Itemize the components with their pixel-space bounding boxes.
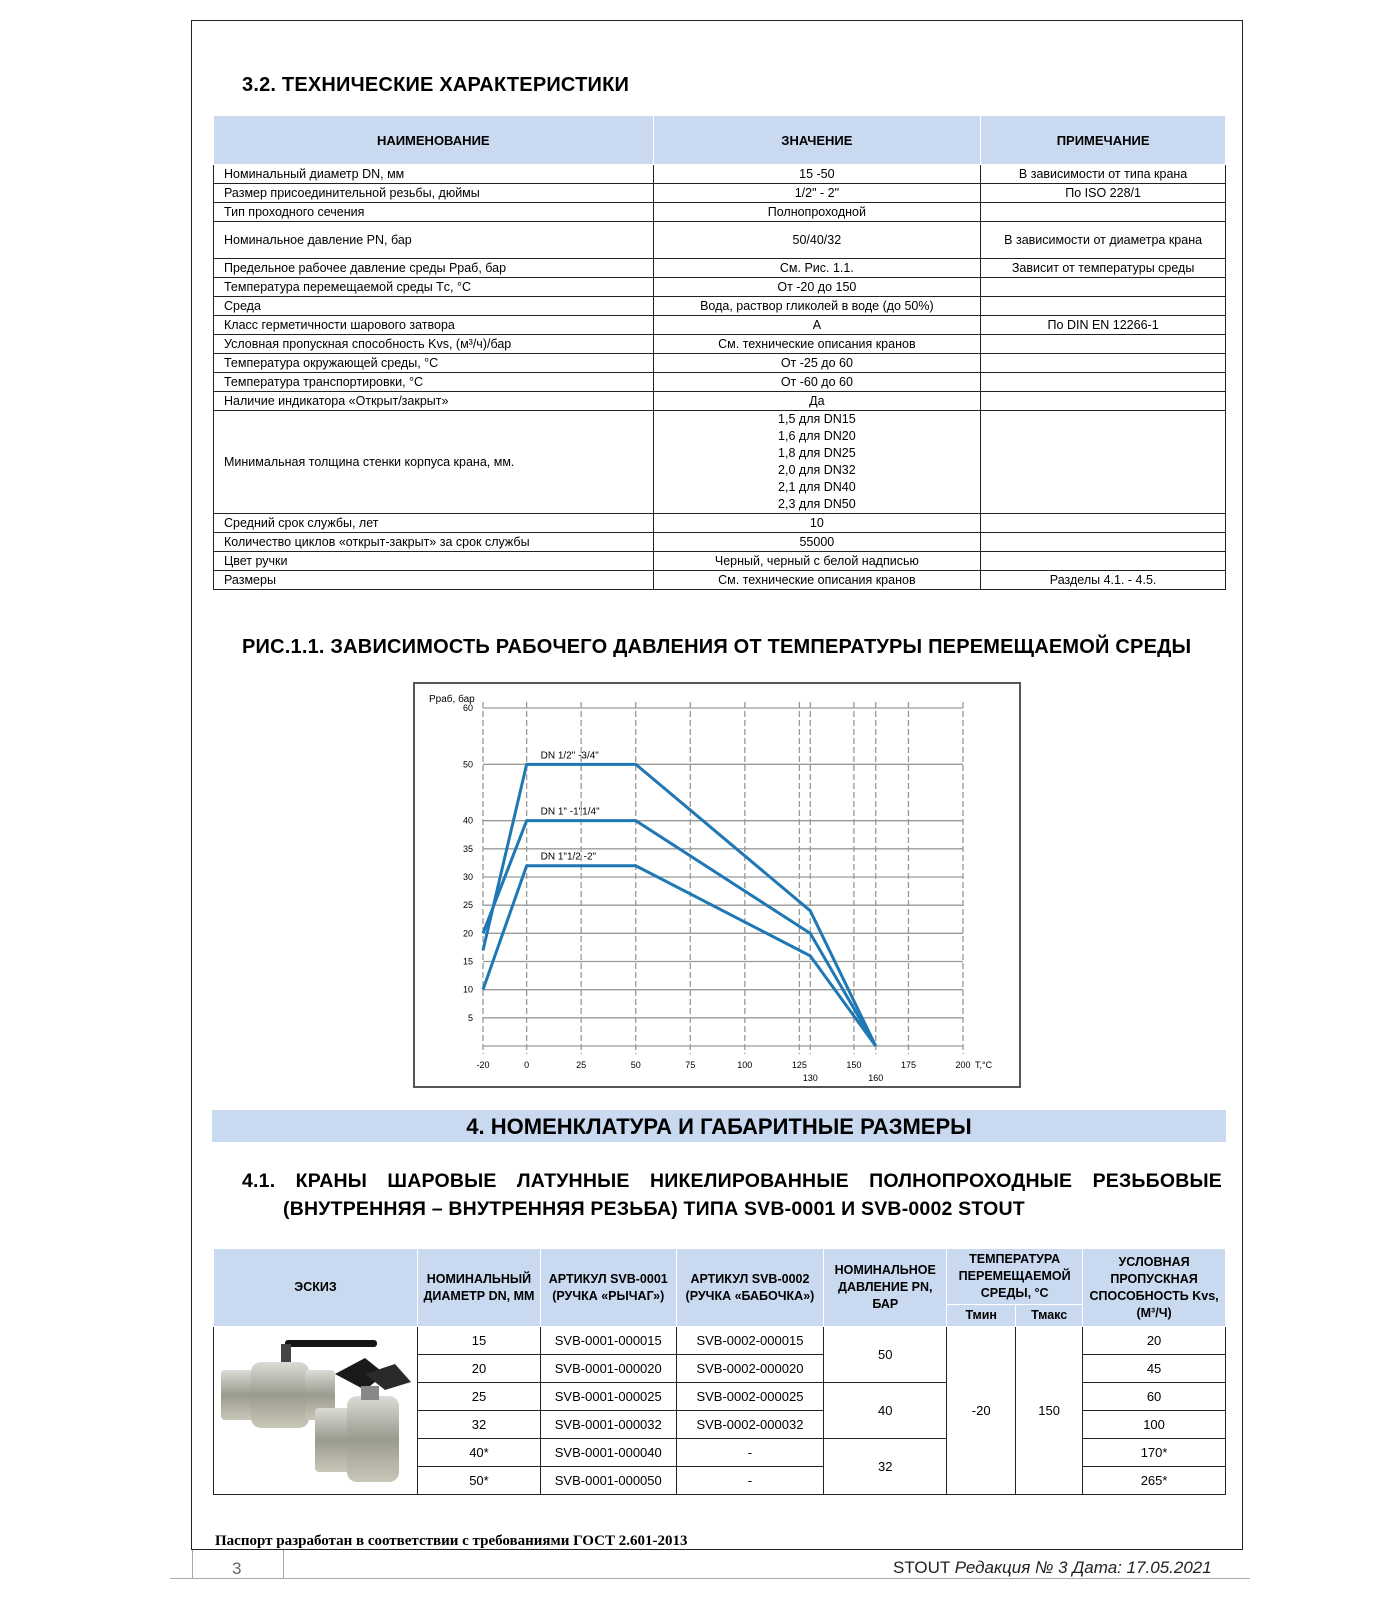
spec-row: [214, 571, 1226, 590]
spec-row: [214, 184, 1226, 203]
spec-note-cell: [981, 203, 1226, 222]
header-tmax: Тмакс: [1016, 1305, 1083, 1327]
x-tick-label: 0: [524, 1060, 530, 1070]
y-tick-label: 35: [462, 843, 473, 854]
series-label: DN 1/2" -3/4": [540, 750, 599, 762]
pn-cell: 32: [824, 1439, 947, 1495]
spec-row: [214, 533, 1226, 552]
spec-value-cell: См. технические описания кранов: [653, 571, 981, 590]
y-tick-label: 20: [462, 928, 473, 939]
spec-note-cell: [981, 514, 1226, 533]
footer-edition-number: Редакция № 3: [954, 1558, 1068, 1577]
y-tick-label: 25: [462, 900, 473, 911]
article-svb0001-cell: SVB-0001-000025: [540, 1383, 676, 1411]
pn-cell: 40: [824, 1383, 947, 1439]
article-svb0001-cell: SVB-0001-000015: [540, 1327, 676, 1355]
pressure-temperature-chart: [413, 682, 1021, 1088]
kvs-cell: 45: [1083, 1355, 1226, 1383]
spec-value-cell: См. технические описания кранов: [653, 335, 981, 354]
ball-valve-icon: [215, 1330, 415, 1488]
x-tick-label: 175: [900, 1060, 916, 1070]
dn-cell: 32: [417, 1411, 540, 1439]
kvs-cell: 60: [1083, 1383, 1226, 1411]
header-note: ПРИМЕЧАНИЕ: [981, 116, 1226, 165]
y-tick-label: 50: [462, 759, 473, 770]
y-tick-label: 10: [462, 984, 473, 995]
spec-row: [214, 392, 1226, 411]
kvs-cell: 265*: [1083, 1467, 1226, 1495]
header-name: НАИМЕНОВАНИЕ: [214, 116, 654, 165]
x-extra-tick-label: 130: [802, 1073, 818, 1083]
header-dn: НОМИНАЛЬНЫЙ ДИАМЕТР DN, ММ: [417, 1249, 540, 1327]
footer-line: [170, 1578, 1250, 1579]
spec-name-cell: Температура транспортировки, °C: [214, 373, 654, 392]
spec-row: [214, 373, 1226, 392]
spec-note-cell: По ISO 228/1: [981, 184, 1226, 203]
section-4-1-title-line2: (ВНУТРЕННЯЯ – ВНУТРЕННЯЯ РЕЗЬБА) ТИПА SVB-0001 И SVB-0002 STOUT: [283, 1198, 1025, 1220]
series-label: DN 1"1/2 -2": [540, 851, 597, 863]
spec-row: [214, 165, 1226, 184]
spec-value-cell: От -20 до 150: [653, 278, 981, 297]
spec-value-cell: 1,5 для DN15 1,6 для DN20 1,8 для DN25 2,0 для DN32 2,1 для DN40 2,3 для DN50: [653, 411, 981, 514]
article-svb0002-cell: -: [676, 1467, 824, 1495]
spec-name-cell: Размеры: [214, 571, 654, 590]
nomenclature-table: [213, 1248, 1226, 1495]
spec-note-cell: В зависимости от типа крана: [981, 165, 1226, 184]
header-pn: НОМИНАЛЬНОЕ ДАВЛЕНИЕ PN, БАР: [824, 1249, 947, 1327]
header-temperature: ТЕМПЕРАТУРА ПЕРЕМЕЩАЕМОЙ СРЕДЫ, °С: [947, 1249, 1083, 1305]
spec-name-cell: Температура перемещаемой среды Tс, °C: [214, 278, 654, 297]
header-article-svb0002: АРТИКУЛ SVB-0002 (РУЧКА «БАБОЧКА»): [676, 1249, 824, 1327]
tmin-cell: -20: [947, 1327, 1016, 1495]
y-tick-label: 5: [467, 1012, 473, 1023]
spec-name-cell: Класс герметичности шарового затвора: [214, 316, 654, 335]
spec-row: [214, 297, 1226, 316]
spec-name-cell: Температура окружающей среды, °C: [214, 354, 654, 373]
pn-cell: 50: [824, 1327, 947, 1383]
dn-cell: 20: [417, 1355, 540, 1383]
nomenclature-row: [214, 1327, 1226, 1355]
spec-name-cell: Средний срок службы, лет: [214, 514, 654, 533]
spec-row: [214, 316, 1226, 335]
tmax-cell: 150: [1016, 1327, 1083, 1495]
spec-note-cell: [981, 533, 1226, 552]
spec-row: [214, 335, 1226, 354]
spec-row: [214, 203, 1226, 222]
valve-sketch-image: [214, 1327, 418, 1495]
y-tick-label: 30: [462, 872, 473, 882]
spec-row: [214, 411, 1226, 514]
section-title-3-2: 3.2. ТЕХНИЧЕСКИЕ ХАРАКТЕРИСТИКИ: [242, 74, 630, 96]
spec-name-cell: Номинальный диаметр DN, мм: [214, 165, 654, 184]
spec-value-cell: См. Рис. 1.1.: [653, 259, 981, 278]
spec-value-cell: Полнопроходной: [653, 203, 981, 222]
article-svb0001-cell: SVB-0001-000040: [540, 1439, 676, 1467]
page-number: 3: [232, 1559, 242, 1578]
y-axis-label: Pраб, бар: [429, 694, 475, 705]
spec-note-cell: В зависимости от диаметра крана: [981, 222, 1226, 259]
series-line: [483, 866, 876, 1046]
article-svb0002-cell: SVB-0002-000025: [676, 1383, 824, 1411]
dn-cell: 40*: [417, 1439, 540, 1467]
spec-value-cell: А: [653, 316, 981, 335]
article-svb0002-cell: SVB-0002-000020: [676, 1355, 824, 1383]
header-tmin: Тмин: [947, 1305, 1016, 1327]
header-kvs: УСЛОВНАЯ ПРОПУСКНАЯ СПОСОБНОСТЬ Kvs, (М³/Ч): [1083, 1249, 1226, 1327]
x-tick-label: 50: [630, 1060, 641, 1070]
footer-date: Дата: 17.05.2021: [1072, 1558, 1212, 1577]
spec-note-cell: [981, 278, 1226, 297]
x-axis-label: T,°C: [975, 1060, 993, 1070]
header-article-svb0001: АРТИКУЛ SVB-0001 (РУЧКА «РЫЧАГ»): [540, 1249, 676, 1327]
spec-note-cell: Зависит от температуры среды: [981, 259, 1226, 278]
kvs-cell: 170*: [1083, 1439, 1226, 1467]
spec-value-cell: Черный, черный с белой надписью: [653, 552, 981, 571]
article-svb0001-cell: SVB-0001-000032: [540, 1411, 676, 1439]
header-value: ЗНАЧЕНИЕ: [653, 116, 981, 165]
spec-row: [214, 259, 1226, 278]
spec-row: [214, 222, 1226, 259]
article-svb0002-cell: SVB-0002-000015: [676, 1327, 824, 1355]
spec-value-cell: 10: [653, 514, 981, 533]
y-tick-label: 15: [462, 956, 473, 967]
footer-brand: STOUT: [893, 1558, 950, 1577]
dn-cell: 15: [417, 1327, 540, 1355]
x-extra-tick-label: 160: [868, 1073, 884, 1083]
dn-cell: 25: [417, 1383, 540, 1411]
spec-row: [214, 354, 1226, 373]
spec-name-cell: Предельное рабочее давление среды Pраб, бар: [214, 259, 654, 278]
dn-cell: 50*: [417, 1467, 540, 1495]
spec-note-cell: [981, 354, 1226, 373]
spec-note-cell: Разделы 4.1. - 4.5.: [981, 571, 1226, 590]
x-tick-label: 25: [576, 1060, 587, 1070]
x-tick-label: 75: [685, 1060, 696, 1070]
spec-value-cell: 55000: [653, 533, 981, 552]
spec-value-cell: Да: [653, 392, 981, 411]
y-tick-label: 60: [462, 703, 473, 713]
spec-row: [214, 552, 1226, 571]
header-sketch: ЭСКИЗ: [214, 1249, 418, 1327]
spec-name-cell: Среда: [214, 297, 654, 316]
spec-note-cell: [981, 373, 1226, 392]
chart-svg: [415, 684, 1019, 1086]
spec-name-cell: Номинальное давление PN, бар: [214, 222, 654, 259]
spec-note-cell: По DIN EN 12266-1: [981, 316, 1226, 335]
spec-note-cell: [981, 297, 1226, 316]
spec-note-cell: [981, 392, 1226, 411]
series-label: DN 1" -1"1/4": [540, 806, 600, 818]
footer-edition: [893, 1558, 1212, 1578]
spec-name-cell: Размер присоединительной резьбы, дюймы: [214, 184, 654, 203]
kvs-cell: 20: [1083, 1327, 1226, 1355]
spec-note-cell: [981, 552, 1226, 571]
kvs-cell: 100: [1083, 1411, 1226, 1439]
spec-value-cell: 50/40/32: [653, 222, 981, 259]
footer-gost-note: Паспорт разработан в соответствии с требованиями ГОСТ 2.601-2013: [215, 1533, 688, 1549]
y-tick-label: 40: [462, 815, 473, 826]
spec-value-cell: От -25 до 60: [653, 354, 981, 373]
spec-note-cell: [981, 411, 1226, 514]
spec-value-cell: Вода, раствор гликолей в воде (до 50%): [653, 297, 981, 316]
section-4-1-title-line1: 4.1. КРАНЫ ШАРОВЫЕ ЛАТУННЫЕ НИКЕЛИРОВАННЫЕ ПОЛНОПРОХОДНЫЕ РЕЗЬБОВЫЕ: [242, 1170, 1222, 1192]
spec-name-cell: Наличие индикатора «Открыт/закрыт»: [214, 392, 654, 411]
figure-title: РИС.1.1. ЗАВИСИМОСТЬ РАБОЧЕГО ДАВЛЕНИЯ ОТ ТЕМПЕРАТУРЫ ПЕРЕМЕЩАЕМОЙ СРЕДЫ: [242, 636, 1192, 658]
spec-value-cell: 15 -50: [653, 165, 981, 184]
x-tick-label: 150: [846, 1060, 862, 1070]
spec-note-cell: [981, 335, 1226, 354]
article-svb0002-cell: -: [676, 1439, 824, 1467]
article-svb0001-cell: SVB-0001-000050: [540, 1467, 676, 1495]
x-tick-label: 200: [955, 1060, 971, 1070]
x-tick-label: 125: [791, 1060, 807, 1070]
section-4-banner: 4. НОМЕНКЛАТУРА И ГАБАРИТНЫЕ РАЗМЕРЫ: [212, 1110, 1226, 1142]
x-tick-label: 100: [737, 1060, 753, 1070]
spec-value-cell: От -60 до 60: [653, 373, 981, 392]
spec-name-cell: Количество циклов «открыт-закрыт» за срок службы: [214, 533, 654, 552]
spec-table: [213, 115, 1226, 590]
spec-name-cell: Условная пропускная способность Kvs, (м³/ч)/бар: [214, 335, 654, 354]
spec-name-cell: Минимальная толщина стенки корпуса крана, мм.: [214, 411, 654, 514]
spec-row: [214, 278, 1226, 297]
spec-name-cell: Тип проходного сечения: [214, 203, 654, 222]
spec-value-cell: 1/2" - 2": [653, 184, 981, 203]
spec-name-cell: Цвет ручки: [214, 552, 654, 571]
x-tick-label: -20: [476, 1060, 490, 1070]
article-svb0002-cell: SVB-0002-000032: [676, 1411, 824, 1439]
spec-row: [214, 514, 1226, 533]
article-svb0001-cell: SVB-0001-000020: [540, 1355, 676, 1383]
